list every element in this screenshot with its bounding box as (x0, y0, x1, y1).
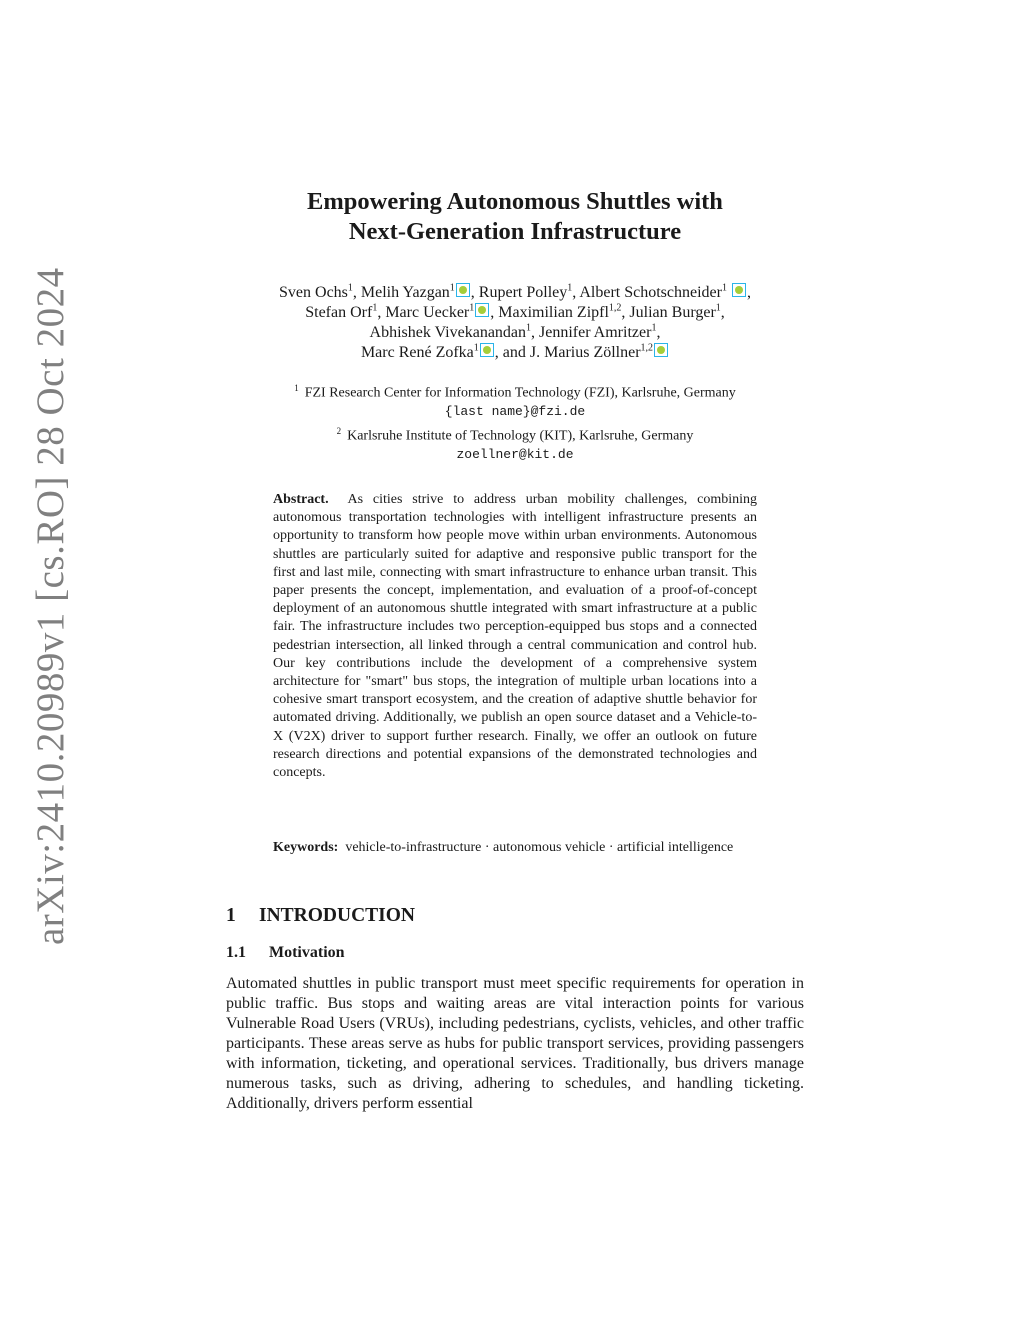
author-affil-sup: 1 (715, 302, 721, 314)
author-affil-sup: 1,2 (640, 342, 654, 354)
abstract (273, 491, 757, 782)
affiliations (200, 379, 830, 464)
author-line-1: Sven Ochs$^1$, Melih Yazgan$^1$ , Rupert Polley$^1$, Albert Schotschneider$^1$ , (279, 282, 751, 301)
author-line-2: Stefan Orf$^1$, Marc Uecker$^1$ , Maximilian Zipfl$^{1,2}$, Julian Burger$^1$, (305, 302, 725, 321)
author-affil-sup: 1,2 (608, 302, 622, 314)
affiliation-sup: 1 (294, 383, 299, 393)
title-line-1: Empowering Autonomous Shuttles with (307, 188, 723, 215)
author-name: Rupert Polley (478, 284, 568, 301)
subsection-title: Motivation (269, 944, 345, 961)
author-name: Maximilian Zipfl (498, 304, 609, 321)
abstract-text: As cities strive to address urban mobility challenges, combining autonomous transportation technologies with intelligent infrastructure presents an opportunity to transform how people move within urban environments. Autonomous shuttles are particularly suited for adaptive and responsive public transport for the first and last mile, connecting with smart infrastructure to enhance urban transit. This paper presents the concept, implementation, and evaluation of a proof-of-concept deployment of an autonomous shuttle integrated with smart infrastructure at a public fair. The infrastructure includes two perception-equipped bus stops and a connected pedestrian intersection, all linked through a central communication and control hub. Our key contributions include the development of a comprehensive system architecture for "smart" bus stops, the integration of multiple urban locations into a cohesive smart transport ecosystem, and the creation of adaptive shuttle behavior for automated driving. Additionally, we publish an open source dataset and a Vehicle-to-X (V2X) driver to support further research. Finally, we offer an outlook on future research directions and potential expansions of the demonstrated technologies and concepts. (273, 492, 757, 781)
author-name: Melih Yazgan (360, 284, 450, 301)
arxiv-identifier-stamp: arXiv:2410.20989v1 [cs.RO] 28 Oct 2024 (29, 267, 72, 945)
keywords-text: vehicle-to-infrastructure · autonomous vehicle · artificial intelligence (345, 840, 734, 855)
section-title: INTRODUCTION (259, 905, 416, 926)
author-name: Marc René Zofka (360, 344, 474, 361)
author-name: Marc Uecker (385, 304, 470, 321)
author-name: Stefan Orf (305, 304, 373, 321)
body-paragraph: Automated shuttles in public transport must meet specific requirements for operation in public traffic. Bus stops and waiting areas are vital interaction points for various Vulnerable Road Users (VRUs), including pedestrians, cyclists, vehicles, and other traffic participants. These areas serve as hubs for public transport services, providing passengers with information, ticketing, and operational services. Traditionally, bus drivers manage numerous tasks, such as driving, adhering to schedules, and handling ticketing. Additionally, drivers perform essential (226, 975, 804, 1112)
author-affil-sup: 1 (721, 282, 727, 294)
orcid-icon[interactable] (732, 283, 746, 297)
author-name: Albert Schotschneider (579, 284, 722, 301)
section-number: 1 (226, 905, 236, 926)
author-name: Abhishek Vivekanandan (369, 324, 527, 341)
section-heading (226, 905, 415, 927)
author-conjunction: and (502, 344, 526, 361)
orcid-icon[interactable] (456, 283, 470, 297)
affiliation-text: FZI Research Center for Information Technology (FZI), Karlsruhe, Germany (304, 385, 736, 401)
author-affil-sup: 1 (449, 282, 455, 294)
affiliation-2 (200, 422, 830, 446)
affiliation-2-email: zoellner@kit.de (456, 446, 574, 462)
title-line-2: Next-Generation Infrastructure (348, 218, 682, 245)
author-name: Jennifer Amritzer (539, 324, 652, 341)
paper-title (200, 187, 830, 247)
keywords (273, 839, 757, 857)
orcid-icon[interactable] (475, 303, 489, 317)
author-affil-sup: 1 (526, 322, 532, 334)
orcid-icon[interactable] (654, 343, 668, 357)
affiliation-sup: 2 (336, 425, 342, 436)
author-affil-sup: 1 (567, 282, 573, 294)
subsection-number: 1.1 (226, 944, 246, 961)
author-affil-sup: 1 (347, 282, 353, 294)
keywords-label: Keywords: (273, 840, 339, 855)
abstract-label: Abstract. (273, 492, 329, 507)
author-affil-sup: 1 (651, 322, 657, 334)
affiliation-1 (200, 379, 830, 403)
author-list (200, 283, 830, 363)
author-affil-sup: 1 (469, 302, 475, 314)
author-line-4: Marc René Zofka$^1$ , and J. Marius Zöllner$^{1,2}$ (200, 343, 830, 363)
orcid-icon[interactable] (480, 343, 494, 357)
subsection-heading (226, 944, 345, 962)
affiliation-text: Karlsruhe Institute of Technology (KIT), Karlsruhe, Germany (347, 428, 694, 444)
author-name: Sven Ochs (279, 284, 348, 301)
author-affil-sup: 1 (372, 302, 378, 314)
author-name: Julian Burger (629, 304, 716, 321)
affiliation-1-email: {last name}@fzi.de (444, 404, 586, 420)
author-affil-sup: 1 (473, 342, 479, 354)
author-line-3: Abhishek Vivekanandan$^1$, Jennifer Amritzer$^1$, (369, 322, 661, 341)
author-name: J. Marius Zöllner (529, 344, 641, 361)
